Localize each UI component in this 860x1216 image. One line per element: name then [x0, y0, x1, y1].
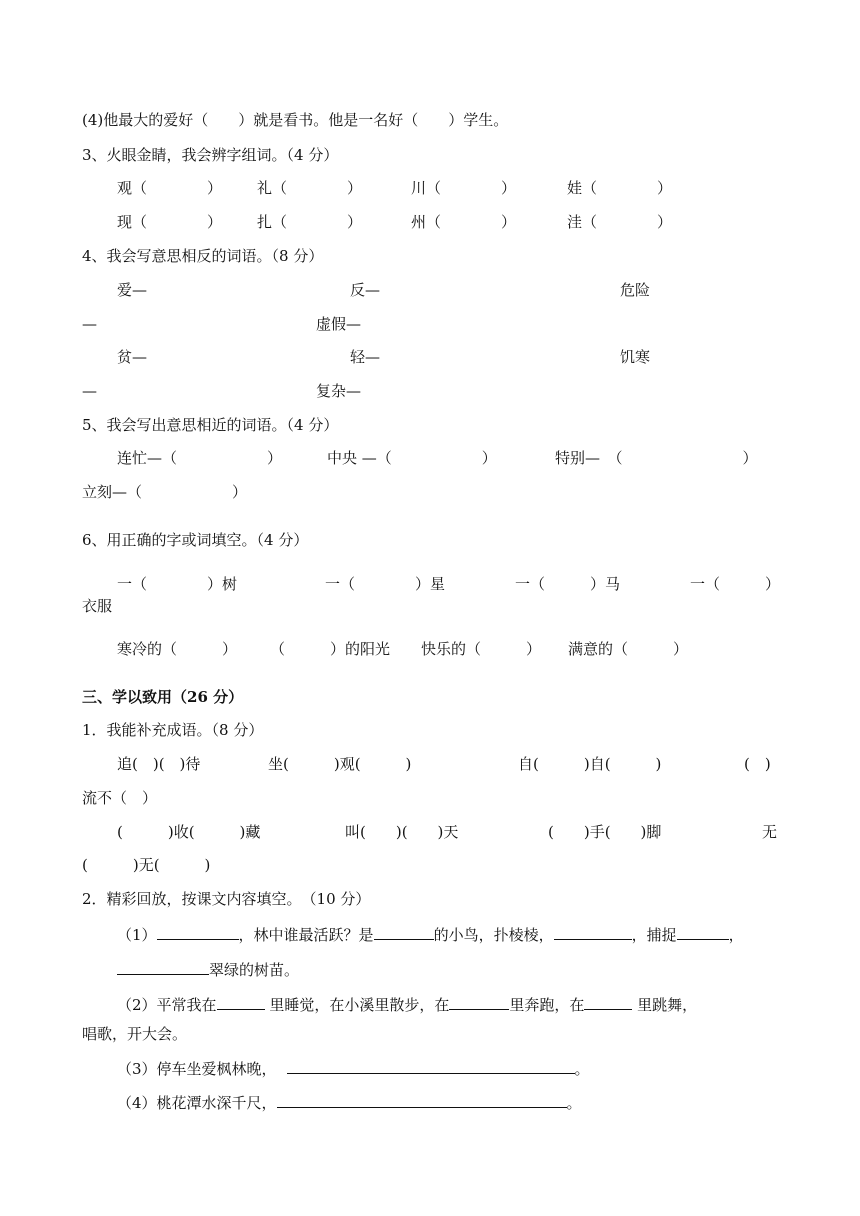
q3-item: 观（ ） [117, 179, 223, 197]
s2-item-1: （1） ，林中谁最活跃？是 的小鸟，扑棱棱， ，捕捉 ， [117, 926, 744, 944]
s1-item: 流不（ ） [82, 789, 158, 807]
blank-line[interactable] [287, 1058, 575, 1074]
blank-line[interactable] [157, 924, 239, 940]
q4-item: 虚假— [316, 315, 362, 333]
q4-item: 贫— [117, 348, 148, 366]
q5-item: 立刻—（ ） [82, 483, 248, 501]
q3-item: 扎（ ） [257, 213, 363, 231]
s1-title: 1．我能补充成语。（8 分） [82, 721, 264, 739]
s1-item: 追( )( )待 [117, 755, 201, 773]
s1-item: ( )收( )藏 [117, 823, 261, 841]
s2-item-2: （2）平常我在 里睡觉，在小溪里散步，在 里奔跑，在 里跳舞， [117, 996, 698, 1014]
s2-title: 2．精彩回放，按课文内容填空。 （10 分） [82, 890, 371, 908]
q6-item: 满意的（ ） [568, 640, 689, 658]
q6-item: 一（ ）星 [325, 575, 446, 593]
q5-item: 中央 —（ ） [327, 449, 497, 467]
q4-item: — [82, 382, 97, 400]
blank-line[interactable] [374, 924, 434, 940]
q3-item: 洼（ ） [567, 213, 673, 231]
q6-item: （ ）的阳光 [270, 640, 391, 658]
q4-title: 4、我会写意思相反的词语。（8 分） [82, 247, 324, 265]
q6-item: 快乐的（ ） [421, 640, 542, 658]
q6-item: 一（ ）马 [515, 575, 621, 593]
blank-line[interactable] [117, 959, 209, 975]
q5-item: 连忙—（ ） [117, 449, 283, 467]
q4-item: 轻— [350, 348, 381, 366]
blank-line[interactable] [217, 994, 265, 1010]
blank-line[interactable] [449, 994, 509, 1010]
q3-item: 州（ ） [411, 213, 517, 231]
q3-item: 娃（ ） [567, 179, 673, 197]
q3-title: 3、火眼金睛，我会辨字组词。（4 分） [82, 146, 339, 164]
blank-line[interactable] [277, 1092, 567, 1108]
blank-line[interactable] [677, 924, 729, 940]
q4-item: 反— [350, 281, 381, 299]
q2-item-4: (4)他最大的爱好（ ）就是看书。他是一名好（ ）学生。 [82, 111, 509, 129]
q3-item: 现（ ） [117, 213, 223, 231]
blank-line[interactable] [554, 924, 632, 940]
q5-item: 特别— （ ） [555, 449, 758, 467]
q4-item: 饥寒 [620, 348, 651, 366]
q4-item: 爱— [117, 281, 148, 299]
q3-item: 礼（ ） [257, 179, 363, 197]
s2-item-3: （3）停车坐爱枫林晚， 。 [117, 1060, 590, 1078]
s2-item-4: （4）桃花潭水深千尺， 。 [117, 1094, 582, 1112]
q3-item: 川（ ） [411, 179, 517, 197]
q6-item: 寒冷的（ ） [117, 640, 238, 658]
q4-item: — [82, 315, 97, 333]
q4-item: 危险 [620, 281, 651, 299]
s1-item: 自( )自( ) [518, 755, 662, 773]
section-3-heading: 三、学以致用（26 分） [82, 688, 244, 706]
s2-item-2-cont: 唱歌，开大会。 [82, 1025, 188, 1043]
q5-title: 5、我会写出意思相近的词语。（4 分） [82, 416, 339, 434]
s1-item: 无 [762, 823, 778, 841]
q6-item: 衣服 [82, 597, 113, 615]
q6-item: 一（ ） [690, 575, 781, 593]
s1-item: 叫( )( )天 [345, 823, 459, 841]
s2-item-1-cont: 翠绿的树苗。 [117, 959, 299, 980]
s1-item: ( ) [744, 755, 771, 773]
q6-item: 一（ ）树 [117, 575, 238, 593]
q6-title: 6、用正确的字或词填空。（4 分） [82, 531, 309, 549]
s1-item: 坐( )观( ) [268, 755, 412, 773]
q4-item: 复杂— [316, 382, 362, 400]
s1-item: ( )无( ) [82, 856, 211, 874]
s1-item: ( )手( )脚 [548, 823, 662, 841]
blank-line[interactable] [584, 994, 632, 1010]
